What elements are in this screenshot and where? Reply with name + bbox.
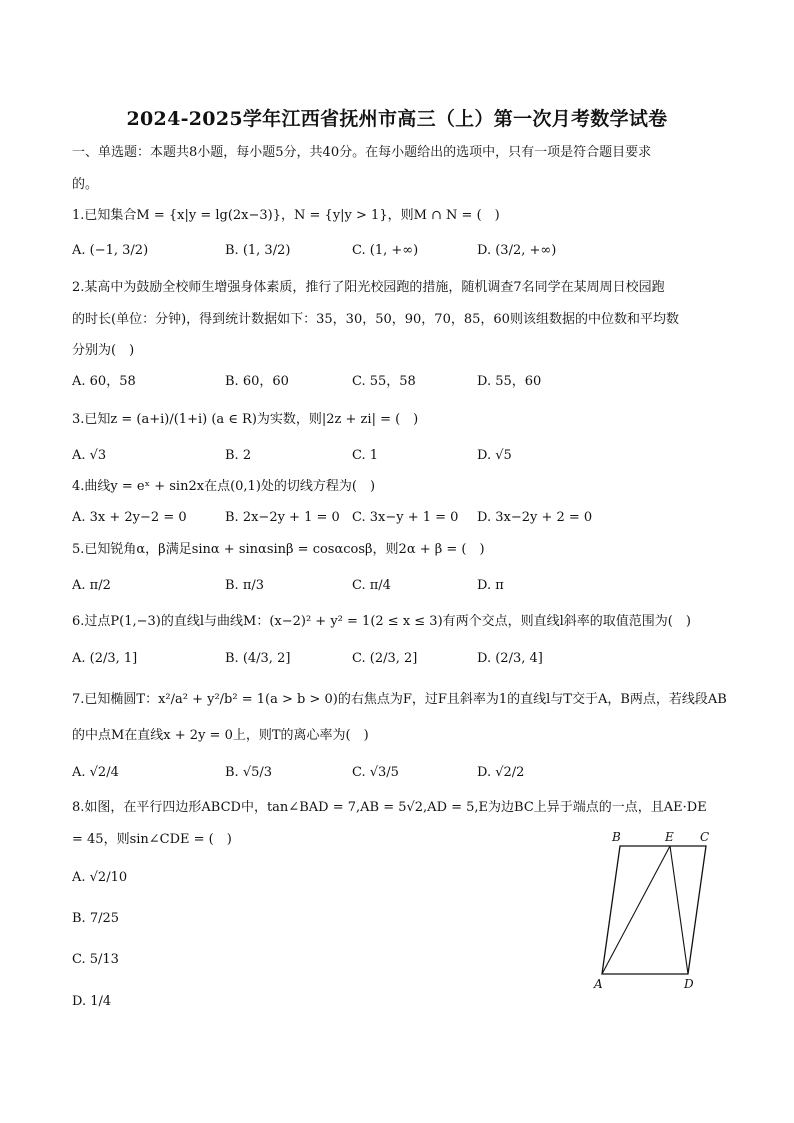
question-6-option-c: C. (2/3, 2] (352, 651, 418, 666)
question-1-stem: 1.已知集合M = {x|y = lg(2x−3)}，N = {y|y > 1}，则M ∩ N = ( ) (72, 208, 500, 223)
question-4-stem: 4.曲线y = eˣ + sin2x在点(0,1)处的切线方程为( ) (72, 479, 376, 494)
question-6-options (72, 649, 732, 671)
segment-de (670, 846, 688, 974)
question-8-stem-line-1: 8.如图，在平行四边形ABCD中，tan∠BAD = 7,AB = 5√2,AD = 5,E为边BC上异于端点的一点，且AE·DE (72, 800, 707, 815)
question-1-option-d: D. (3/2, +∞) (477, 243, 557, 258)
question-1-options (72, 241, 732, 263)
question-3-options (72, 446, 732, 468)
question-5-stem: 5.已知锐角α，β满足sinα + sinαsinβ = cosαcosβ，则2α + β = ( ) (72, 542, 485, 557)
question-2-option-c: C. 55，58 (352, 374, 416, 389)
question-5-option-d: D. π (477, 578, 504, 593)
exam-title: 2024-2025学年江西省抚州市高三（上）第一次月考数学试卷 (126, 108, 668, 130)
question-6-stem: 6.过点P(1,−3)的直线l与曲线M：(x−2)² + y² = 1(2 ≤ x ≤ 3)有两个交点，则直线l斜率的取值范围为( ) (72, 614, 691, 629)
question-4-option-c: C. 3x−y + 1 = 0 (352, 510, 459, 525)
question-5-option-a: A. π/2 (72, 578, 111, 593)
question-8-option-c: C. 5/13 (72, 952, 119, 967)
parallelogram-abcd (602, 846, 706, 974)
question-4-option-a: A. 3x + 2y−2 = 0 (72, 510, 187, 525)
question-3-option-c: C. 1 (352, 448, 379, 463)
question-2-stem-line-2: 的时长(单位：分钟)，得到统计数据如下：35，30，50，90，70，85，60则该组数据的中位数和平均数 (72, 312, 679, 327)
question-3-stem: 3.已知z = (a+i)/(1+i) (a ∈ R)为实数，则|2z + zi| = ( ) (72, 412, 419, 427)
question-1-option-a: A. (−1, 3/2) (72, 243, 149, 258)
question-2-options (72, 372, 732, 394)
question-6-option-b: B. (4/3, 2] (225, 651, 291, 666)
question-4-option-b: B. 2x−2y + 1 = 0 (225, 510, 340, 525)
question-4-option-d: D. 3x−2y + 2 = 0 (477, 510, 593, 525)
label-e: E (665, 830, 674, 844)
question-5-option-b: B. π/3 (225, 578, 265, 593)
question-7-option-c: C. √3/5 (352, 765, 399, 780)
question-2-stem-line-1: 2.某高中为鼓励全校师生增强身体素质，推行了阳光校园跑的措施，随机调查7名同学在某周周日校园跑 (72, 280, 665, 295)
question-3-option-a: A. √3 (72, 448, 107, 463)
question-3-option-b: B. 2 (225, 448, 252, 463)
parallelogram-figure (588, 826, 728, 996)
question-8-option-d: D. 1/4 (72, 994, 112, 1009)
question-8-option-a: A. √2/10 (72, 870, 128, 885)
question-6-option-d: D. (2/3, 4] (477, 651, 543, 666)
label-d: D (684, 977, 694, 991)
question-5-options (72, 576, 732, 598)
question-2-option-d: D. 55，60 (477, 374, 542, 389)
question-4-options (72, 508, 732, 530)
segment-ae (602, 846, 670, 974)
question-7-stem-line-2: 的中点M在直线x + 2y = 0上，则T的离心率为( ) (72, 728, 369, 743)
question-8-stem-line-2: = 45，则sin∠CDE = ( ) (72, 832, 232, 847)
question-2-stem-line-3: 分别为( ) (72, 343, 135, 358)
question-7-stem-line-1: 7.已知椭圆T：x²/a² + y²/b² = 1(a > b > 0)的右焦点为F，过F且斜率为1的直线l与T交于A，B两点，若线段AB (72, 692, 727, 707)
question-5-option-c: C. π/4 (352, 578, 391, 593)
section-heading-line-1: 一、单选题：本题共8小题，每小题5分，共40分。在每小题给出的选项中，只有一项是符合题目要求 (72, 145, 652, 160)
section-heading-line-2: 的。 (72, 177, 99, 192)
question-7-option-b: B. √5/3 (225, 765, 273, 780)
question-1-option-c: C. (1, +∞) (352, 243, 419, 258)
question-7-options (72, 763, 732, 785)
label-c: C (700, 830, 710, 844)
question-2-option-a: A. 60，58 (72, 374, 136, 389)
question-1-option-b: B. (1, 3/2) (225, 243, 291, 258)
question-8-option-b: B. 7/25 (72, 911, 120, 926)
question-2-option-b: B. 60，60 (225, 374, 289, 389)
label-a: A (594, 977, 603, 991)
question-7-option-a: A. √2/4 (72, 765, 119, 780)
label-b: B (612, 830, 621, 844)
question-3-option-d: D. √5 (477, 448, 512, 463)
question-6-option-a: A. (2/3, 1] (72, 651, 138, 666)
question-7-option-d: D. √2/2 (477, 765, 525, 780)
